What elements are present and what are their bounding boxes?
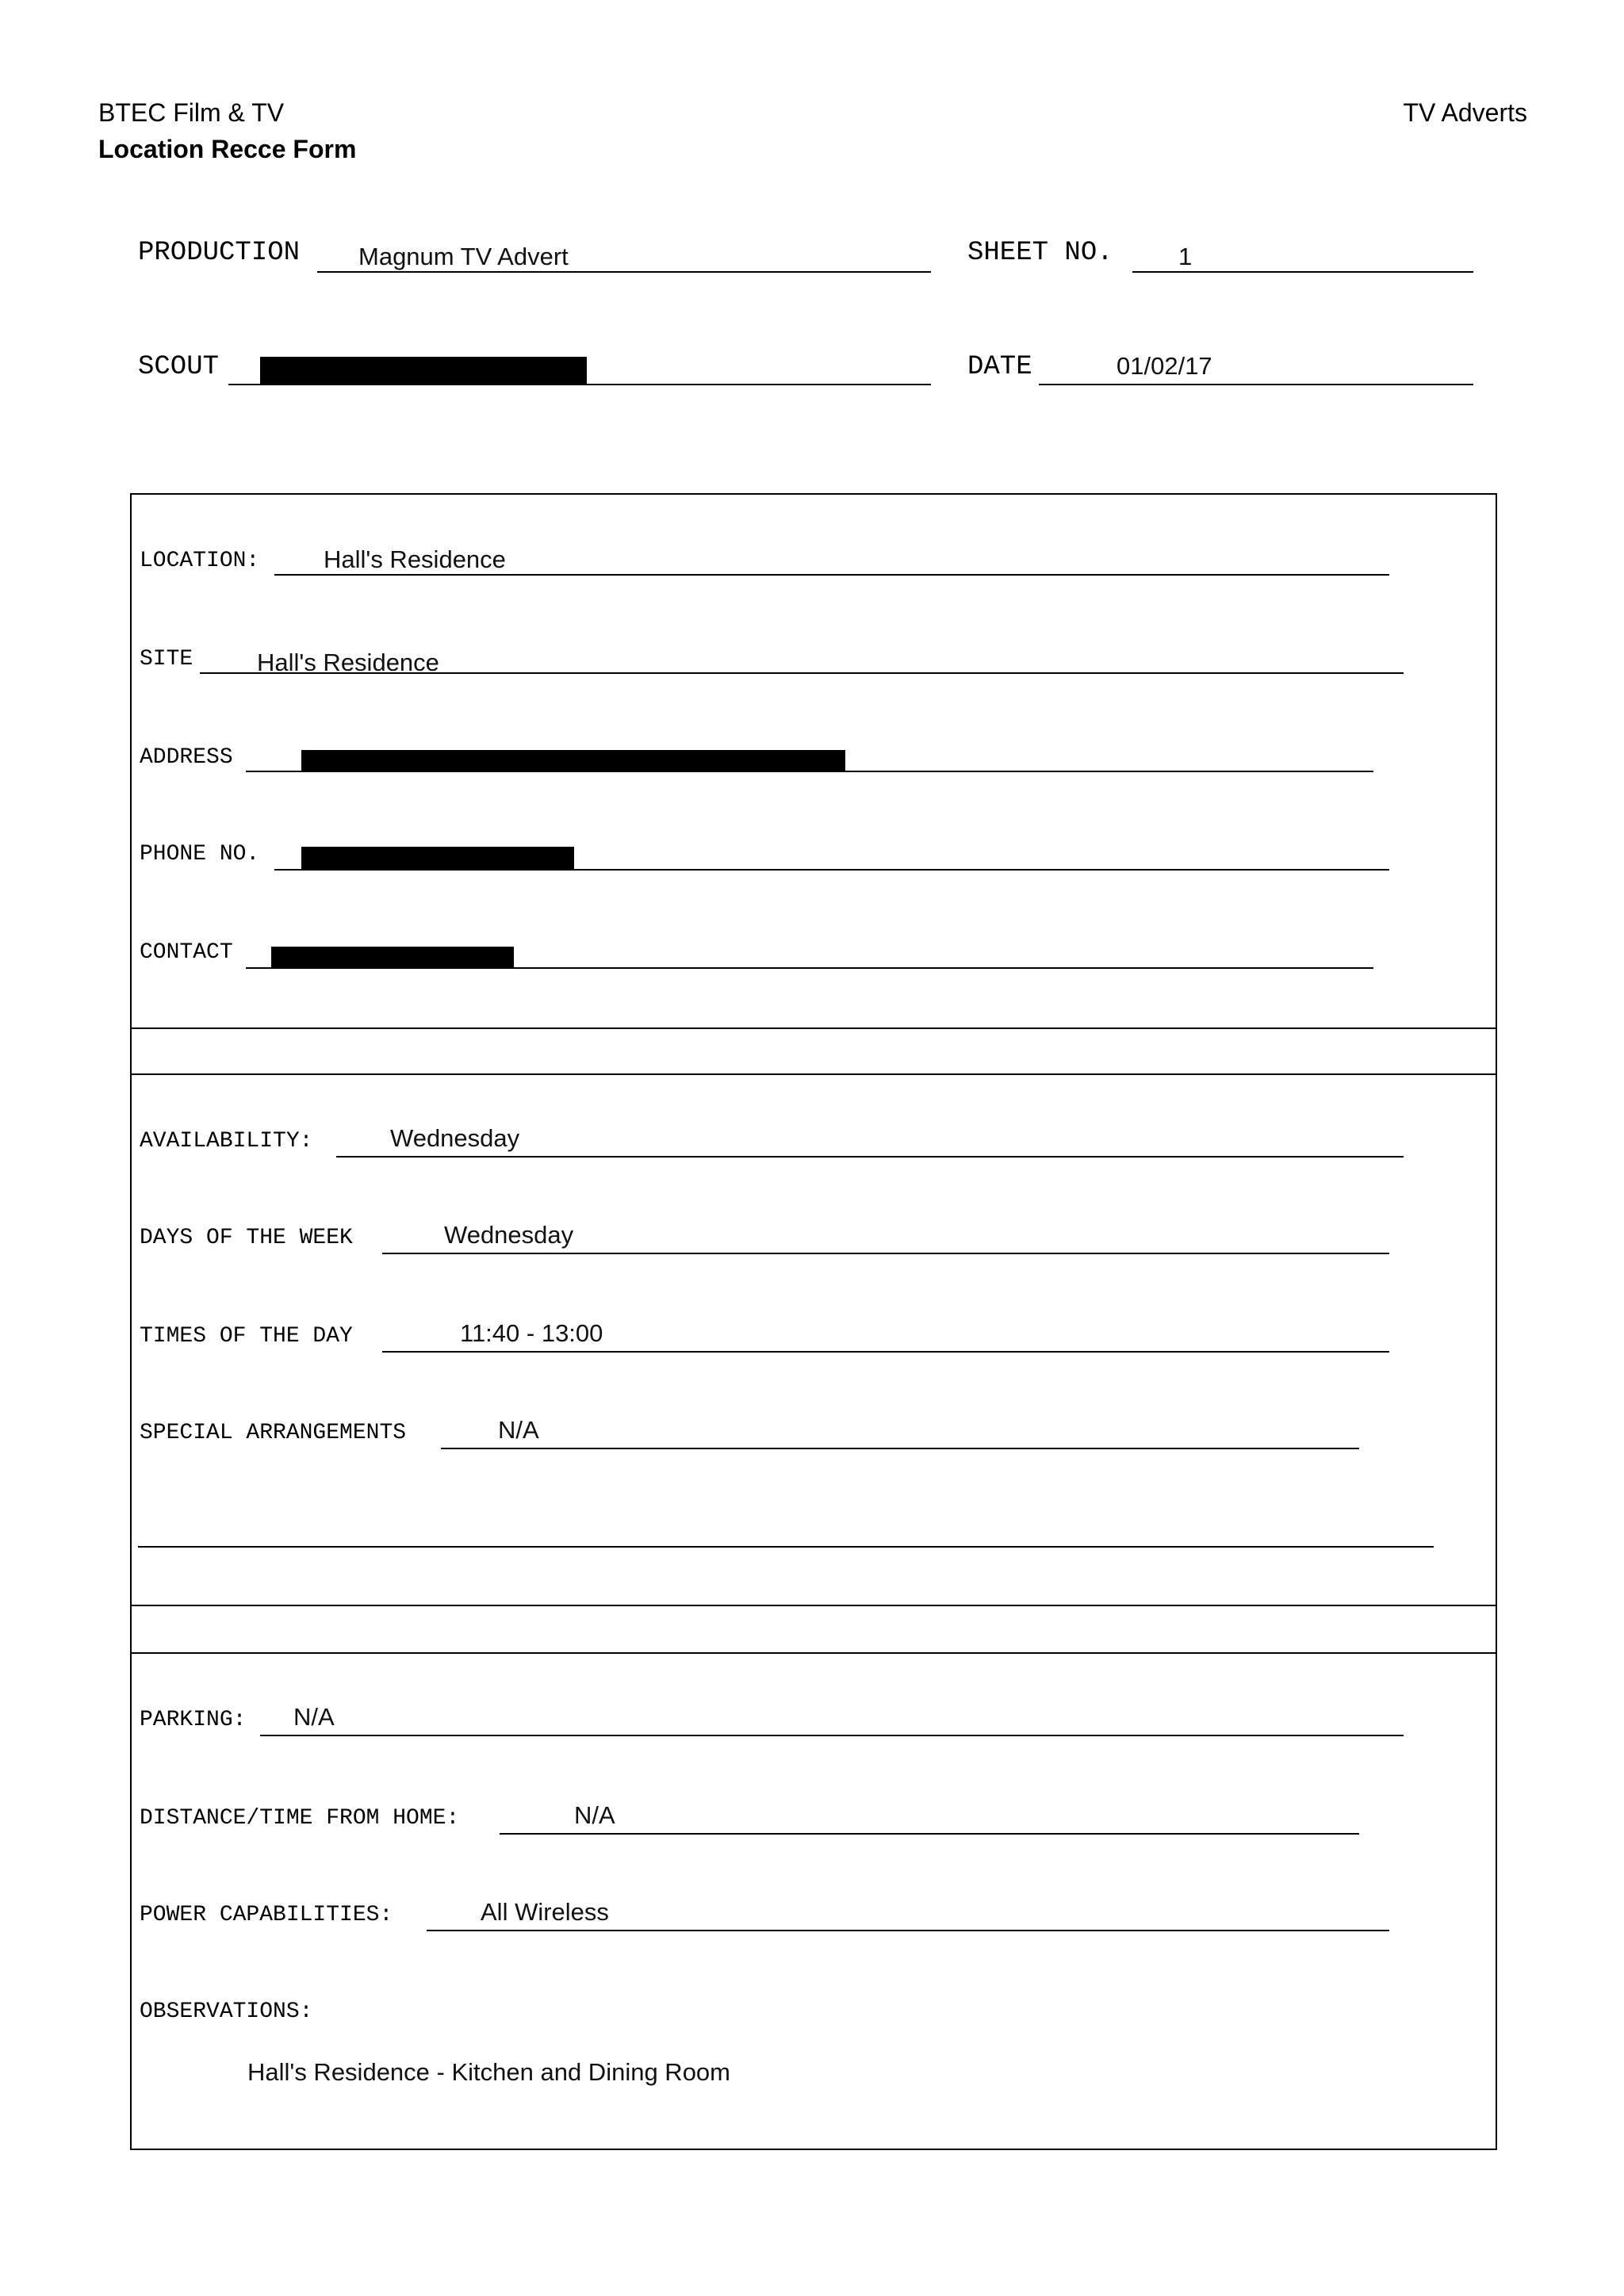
form-box [130,493,1497,2150]
scout-redaction [260,357,587,385]
days-label: DAYS OF THE WEEK [140,1226,353,1250]
site-label: SITE [140,647,193,672]
power-underline [427,1930,1389,1931]
production-underline [317,271,931,273]
special-extra-line [138,1546,1434,1548]
observations-value[interactable]: Hall's Residence - Kitchen and Dining Room [247,2058,730,2086]
special-value[interactable]: N/A [498,1416,539,1444]
form-title: Location Recce Form [98,135,357,163]
times-value[interactable]: 11:40 - 13:00 [460,1319,603,1347]
availability-label: AVAILABILITY: [140,1129,313,1154]
availability-value[interactable]: Wednesday [390,1124,520,1152]
parking-label: PARKING: [140,1708,247,1732]
observations-label: OBSERVATIONS: [140,1999,313,2024]
location-value[interactable]: Hall's Residence [324,545,506,573]
parking-underline [260,1735,1404,1736]
sheet-no-underline [1132,271,1473,273]
distance-underline [500,1833,1359,1835]
days-value[interactable]: Wednesday [444,1221,574,1249]
scout-label: SCOUT [138,352,220,382]
address-redaction [301,750,845,772]
course-name: BTEC Film & TV [98,98,285,127]
section-divider-1b [130,1073,1497,1075]
times-underline [382,1351,1389,1353]
times-label: TIMES OF THE DAY [140,1324,353,1349]
date-label: DATE [967,352,1032,382]
availability-underline [336,1156,1404,1158]
location-label: LOCATION: [140,549,260,573]
date-value[interactable]: 01/02/17 [1116,352,1212,380]
sheet-no-value[interactable]: 1 [1178,243,1193,270]
special-label: SPECIAL ARRANGEMENTS [140,1421,407,1445]
distance-value[interactable]: N/A [574,1801,615,1829]
unit-name: TV Adverts [1403,98,1527,127]
section-divider-1a [130,1027,1497,1029]
section-divider-2b [130,1652,1497,1654]
power-label: POWER CAPABILITIES: [140,1903,393,1927]
special-underline [441,1448,1359,1449]
site-value[interactable]: Hall's Residence [257,649,439,676]
address-label: ADDRESS [140,745,233,770]
days-underline [382,1253,1389,1254]
parking-value[interactable]: N/A [293,1703,335,1731]
section-divider-2a [130,1605,1497,1606]
production-label: PRODUCTION [138,238,301,268]
production-value[interactable]: Magnum TV Advert [358,243,569,270]
phone-label: PHONE NO. [140,842,260,867]
phone-redaction [301,847,574,871]
location-underline [274,574,1389,576]
sheet-no-label: SHEET NO. [967,238,1113,268]
distance-label: DISTANCE/TIME FROM HOME: [140,1806,460,1831]
date-underline [1039,384,1473,385]
power-value[interactable]: All Wireless [481,1898,609,1926]
contact-label: CONTACT [140,940,233,965]
contact-redaction [271,947,514,969]
